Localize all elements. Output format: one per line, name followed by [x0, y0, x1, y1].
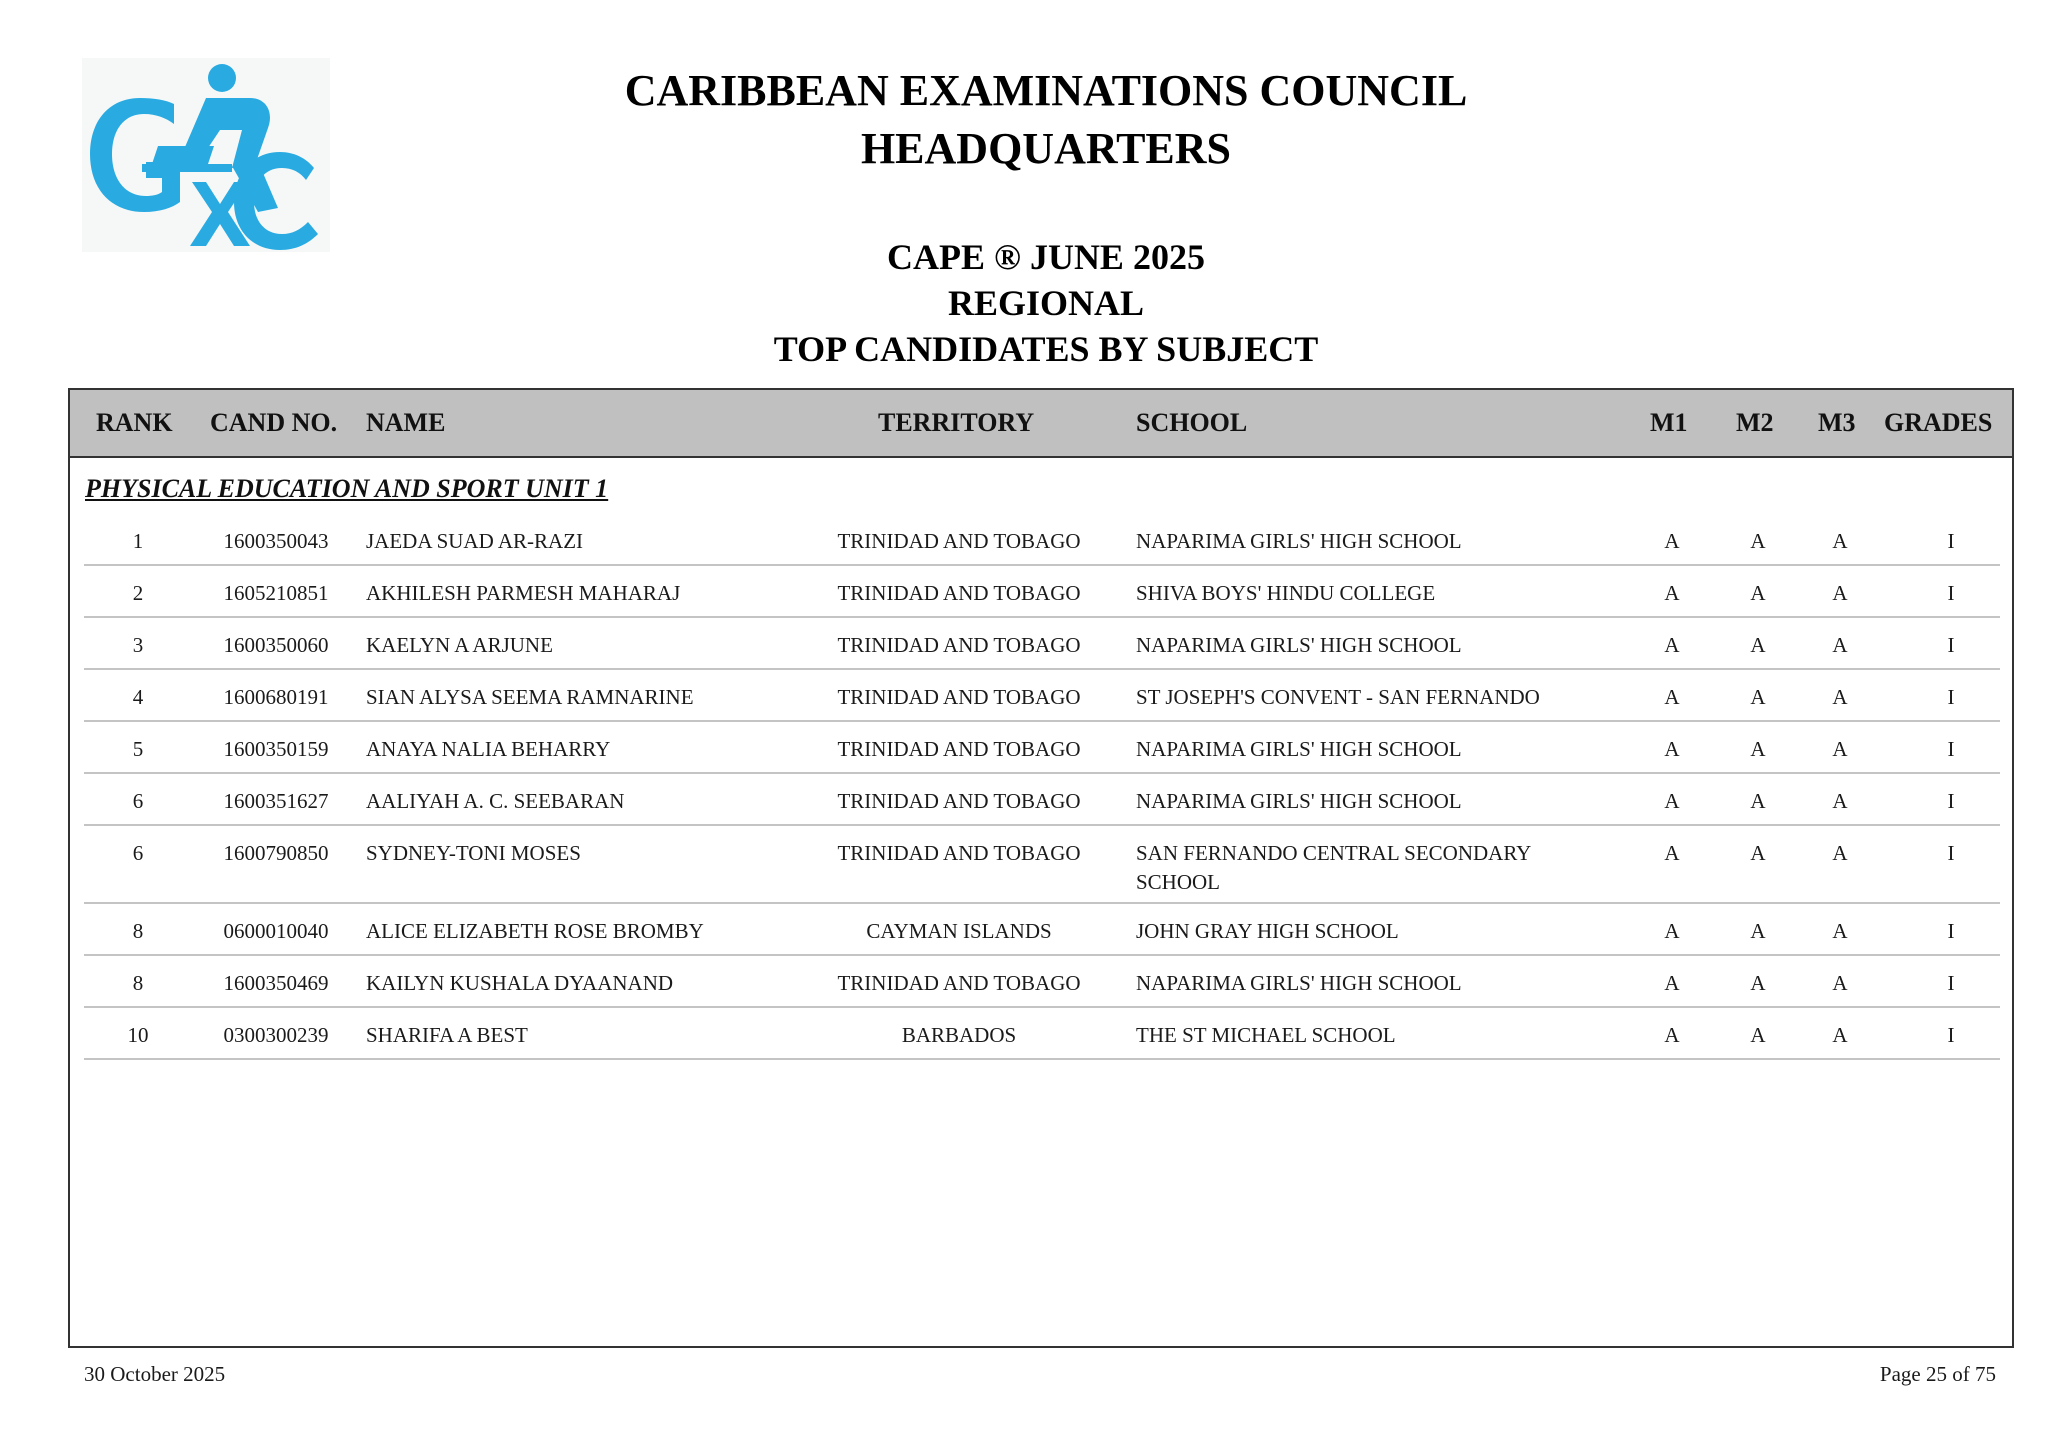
territory-cell: TRINIDAD AND TOBAGO: [837, 841, 1081, 865]
rank-cell: 3: [132, 633, 144, 657]
column-header-name: NAME: [366, 408, 446, 437]
module-3-grade-cell: A: [1832, 919, 1848, 943]
candidate-name-cell: JAEDA SUAD AR-RAZI: [366, 529, 584, 553]
overall-grade-cell: I: [1947, 971, 1955, 995]
candidate-number-cell: 1600350159: [223, 737, 329, 761]
exam-scope: REGIONAL: [947, 283, 1145, 323]
candidate-name-cell: KAILYN KUSHALA DYAANAND: [366, 971, 674, 995]
module-3-grade-cell: A: [1832, 1023, 1848, 1047]
candidate-name-cell: AALIYAH A. C. SEEBARAN: [366, 789, 625, 813]
candidate-number-cell: 1605210851: [223, 581, 329, 605]
school-cell: NAPARIMA GIRLS' HIGH SCHOOL: [1136, 633, 1462, 657]
module-1-grade-cell: A: [1664, 971, 1680, 995]
column-header-m3: M3: [1818, 408, 1856, 437]
column-header-grades: GRADES: [1884, 408, 1993, 437]
rank-cell: 10: [127, 1023, 149, 1047]
territory-cell: CAYMAN ISLANDS: [866, 919, 1052, 943]
module-1-grade-cell: A: [1664, 1023, 1680, 1047]
module-3-grade-cell: A: [1832, 789, 1848, 813]
school-cell: JOHN GRAY HIGH SCHOOL: [1136, 919, 1399, 943]
module-2-grade-cell: A: [1750, 737, 1766, 761]
module-3-grade-cell: A: [1832, 841, 1848, 865]
territory-cell: TRINIDAD AND TOBAGO: [837, 685, 1081, 709]
candidate-number-cell: 1600790850: [223, 841, 329, 865]
module-2-grade-cell: A: [1750, 971, 1766, 995]
column-header-territory: TERRITORY: [878, 408, 1035, 437]
module-3-grade-cell: A: [1832, 633, 1848, 657]
module-1-grade-cell: A: [1664, 841, 1680, 865]
overall-grade-cell: I: [1947, 919, 1955, 943]
module-1-grade-cell: A: [1664, 529, 1680, 553]
module-3-grade-cell: A: [1832, 685, 1848, 709]
rank-cell: 4: [132, 685, 144, 709]
table-row: [84, 904, 2000, 956]
module-1-grade-cell: A: [1664, 789, 1680, 813]
school-cell: THE ST MICHAEL SCHOOL: [1136, 1023, 1396, 1047]
report-header-exam: [0, 234, 2048, 372]
candidate-name-cell: SHARIFA A BEST: [366, 1023, 528, 1047]
module-2-grade-cell: A: [1750, 633, 1766, 657]
module-3-grade-cell: A: [1832, 971, 1848, 995]
module-2-grade-cell: A: [1750, 1023, 1766, 1047]
module-2-grade-cell: A: [1750, 581, 1766, 605]
module-2-grade-cell: A: [1750, 789, 1766, 813]
module-2-grade-cell: A: [1750, 685, 1766, 709]
territory-cell: BARBADOS: [901, 1023, 1017, 1047]
territory-cell: TRINIDAD AND TOBAGO: [837, 789, 1081, 813]
territory-cell: TRINIDAD AND TOBAGO: [837, 633, 1081, 657]
module-2-grade-cell: A: [1750, 841, 1766, 865]
candidate-number-cell: 1600350060: [223, 633, 329, 657]
school-cell: NAPARIMA GIRLS' HIGH SCHOOL: [1136, 971, 1462, 995]
table-row: [84, 618, 2000, 670]
territory-cell: TRINIDAD AND TOBAGO: [837, 581, 1081, 605]
candidate-number-cell: 0300300239: [223, 1023, 329, 1047]
organization-location: HEADQUARTERS: [860, 124, 1232, 173]
table-body: [84, 514, 2000, 1060]
table-row: [84, 1008, 2000, 1060]
school-cell: NAPARIMA GIRLS' HIGH SCHOOL: [1136, 737, 1462, 761]
school-cell: SHIVA BOYS' HINDU COLLEGE: [1136, 581, 1436, 605]
page-number: Page 25 of 75: [1879, 1362, 1996, 1386]
module-1-grade-cell: A: [1664, 919, 1680, 943]
rank-cell: 8: [132, 971, 144, 995]
table-row: [84, 774, 2000, 826]
candidate-number-cell: 1600680191: [223, 685, 329, 709]
rank-cell: 8: [132, 919, 144, 943]
rank-cell: 2: [132, 581, 144, 605]
report-title: TOP CANDIDATES BY SUBJECT: [773, 329, 1319, 369]
column-header-rank: RANK: [96, 408, 173, 437]
overall-grade-cell: I: [1947, 841, 1955, 865]
module-3-grade-cell: A: [1832, 581, 1848, 605]
candidate-name-cell: ALICE ELIZABETH ROSE BROMBY: [366, 919, 704, 943]
table-row: [84, 670, 2000, 722]
table-row: [84, 956, 2000, 1008]
candidate-number-cell: 0600010040: [223, 919, 329, 943]
column-header-m2: M2: [1736, 408, 1774, 437]
overall-grade-cell: I: [1947, 685, 1955, 709]
exam-title: CAPE ® JUNE 2025: [887, 237, 1205, 277]
overall-grade-cell: I: [1947, 1023, 1955, 1047]
module-3-grade-cell: A: [1832, 529, 1848, 553]
candidate-name-cell: ANAYA NALIA BEHARRY: [366, 737, 611, 761]
rank-cell: 5: [132, 737, 144, 761]
table-header: [70, 390, 2012, 458]
subject-heading: PHYSICAL EDUCATION AND SPORT UNIT 1: [85, 474, 609, 503]
candidate-name-cell: SIAN ALYSA SEEMA RAMNARINE: [366, 685, 694, 709]
candidate-name-cell: SYDNEY-TONI MOSES: [366, 841, 581, 865]
module-3-grade-cell: A: [1832, 737, 1848, 761]
overall-grade-cell: I: [1947, 581, 1955, 605]
module-2-grade-cell: A: [1750, 919, 1766, 943]
school-cell: ST JOSEPH'S CONVENT - SAN FERNANDO: [1136, 685, 1540, 709]
module-2-grade-cell: A: [1750, 529, 1766, 553]
module-1-grade-cell: A: [1664, 633, 1680, 657]
candidate-number-cell: 1600351627: [223, 789, 329, 813]
school-cell: SAN FERNANDO CENTRAL SECONDARY SCHOOL: [1136, 841, 1531, 894]
table-row: [84, 722, 2000, 774]
overall-grade-cell: I: [1947, 529, 1955, 553]
rank-cell: 6: [132, 789, 144, 813]
organization-name: CARIBBEAN EXAMINATIONS COUNCIL: [624, 66, 1468, 115]
report-date: 30 October 2025: [84, 1362, 226, 1386]
candidate-name-cell: KAELYN A ARJUNE: [366, 633, 553, 657]
module-1-grade-cell: A: [1664, 685, 1680, 709]
overall-grade-cell: I: [1947, 633, 1955, 657]
candidate-number-cell: 1600350469: [223, 971, 329, 995]
overall-grade-cell: I: [1947, 737, 1955, 761]
table-row: [84, 514, 2000, 566]
territory-cell: TRINIDAD AND TOBAGO: [837, 737, 1081, 761]
school-cell: NAPARIMA GIRLS' HIGH SCHOOL: [1136, 529, 1462, 553]
candidate-name-cell: AKHILESH PARMESH MAHARAJ: [366, 581, 681, 605]
report-header-organization: [0, 62, 2048, 178]
module-1-grade-cell: A: [1664, 737, 1680, 761]
table-row: [84, 826, 2000, 904]
column-header-cand-no: CAND NO.: [210, 408, 338, 437]
territory-cell: TRINIDAD AND TOBAGO: [837, 971, 1081, 995]
column-header-school: SCHOOL: [1136, 408, 1248, 437]
territory-cell: TRINIDAD AND TOBAGO: [837, 529, 1081, 553]
results-table: [68, 388, 2014, 1348]
candidate-number-cell: 1600350043: [223, 529, 329, 553]
rank-cell: 6: [132, 841, 144, 865]
table-row: [84, 566, 2000, 618]
rank-cell: 1: [132, 529, 144, 553]
module-1-grade-cell: A: [1664, 581, 1680, 605]
school-cell: NAPARIMA GIRLS' HIGH SCHOOL: [1136, 789, 1462, 813]
overall-grade-cell: I: [1947, 789, 1955, 813]
column-header-m1: M1: [1650, 408, 1688, 437]
